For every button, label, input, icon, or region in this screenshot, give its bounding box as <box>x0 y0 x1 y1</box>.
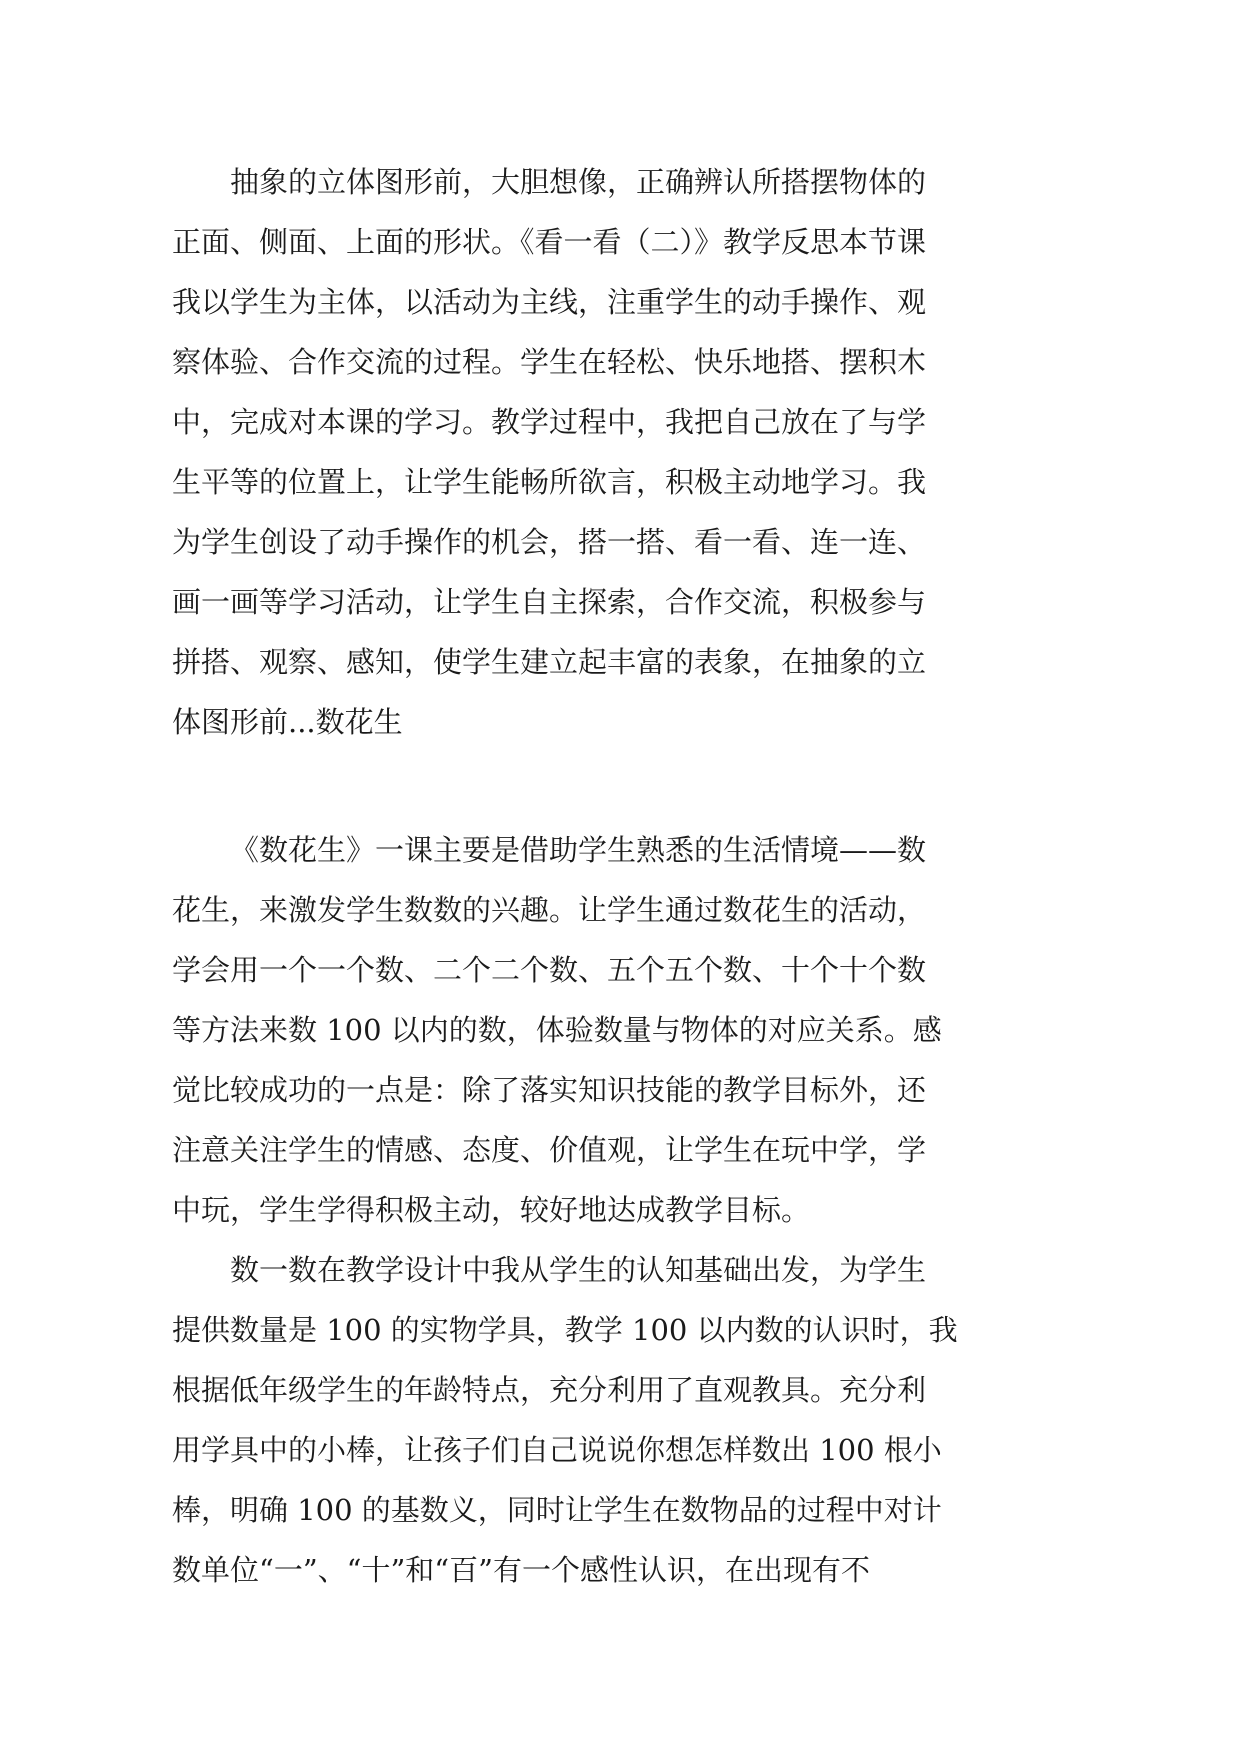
paragraph-2-line-3: 学会用一个一个数、二个二个数、五个五个数、十个十个数 <box>172 953 927 987</box>
paragraph-1-line-7: 为学生创设了动手操作的机会，搭一搭、看一看、连一连、 <box>172 525 927 559</box>
paragraph-1-line-10: 体图形前...数花生 <box>172 705 403 739</box>
paragraph-1-line-3: 我以学生为主体，以活动为主线，注重学生的动手操作、观 <box>172 285 927 319</box>
paragraph-1-line-4: 察体验、合作交流的过程。学生在轻松、快乐地搭、摆积木 <box>172 345 927 379</box>
paragraph-3-line-3: 根据低年级学生的年龄特点，充分利用了直观教具。充分利 <box>172 1373 927 1407</box>
paragraph-1-line-1: 抽象的立体图形前，大胆想像，正确辨认所搭摆物体的 <box>230 165 927 199</box>
paragraph-3-line-1: 数一数在教学设计中我从学生的认知基础出发，为学生 <box>230 1253 927 1287</box>
paragraph-2-line-5: 觉比较成功的一点是：除了落实知识技能的教学目标外，还 <box>172 1073 927 1107</box>
paragraph-1-line-5: 中，完成对本课的学习。教学过程中，我把自己放在了与学 <box>172 405 927 439</box>
paragraph-2-line-4: 等方法来数 100 以内的数，体验数量与物体的对应关系。感 <box>172 1013 942 1047</box>
paragraph-3-line-2: 提供数量是 100 的实物学具，教学 100 以内数的认识时，我 <box>172 1313 958 1347</box>
paragraph-3-line-4: 用学具中的小棒，让孩子们自己说说你想怎样数出 100 根小 <box>172 1433 942 1467</box>
paragraph-3-line-6: 数单位“一”、“十”和“百”有一个感性认识，在出现有不 <box>172 1553 870 1587</box>
paragraph-1-line-9: 拼搭、观察、感知，使学生建立起丰富的表象，在抽象的立 <box>172 645 927 679</box>
paragraph-2-line-2: 花生，来激发学生数数的兴趣。让学生通过数花生的活动， <box>172 893 927 927</box>
paragraph-2-line-7: 中玩，学生学得积极主动，较好地达成教学目标。 <box>172 1193 811 1227</box>
paragraph-2-line-1: 《数花生》一课主要是借助学生熟悉的生活情境——数 <box>230 833 927 867</box>
paragraph-2-line-6: 注意关注学生的情感、态度、价值观，让学生在玩中学，学 <box>172 1133 927 1167</box>
paragraph-1-line-6: 生平等的位置上，让学生能畅所欲言，积极主动地学习。我 <box>172 465 927 499</box>
paragraph-1-line-2: 正面、侧面、上面的形状。《看一看（二）》教学反思本节课 <box>172 225 927 259</box>
paragraph-1-line-8: 画一画等学习活动，让学生自主探索，合作交流，积极参与 <box>172 585 927 619</box>
paragraph-3-line-5: 棒，明确 100 的基数义，同时让学生在数物品的过程中对计 <box>172 1493 942 1527</box>
